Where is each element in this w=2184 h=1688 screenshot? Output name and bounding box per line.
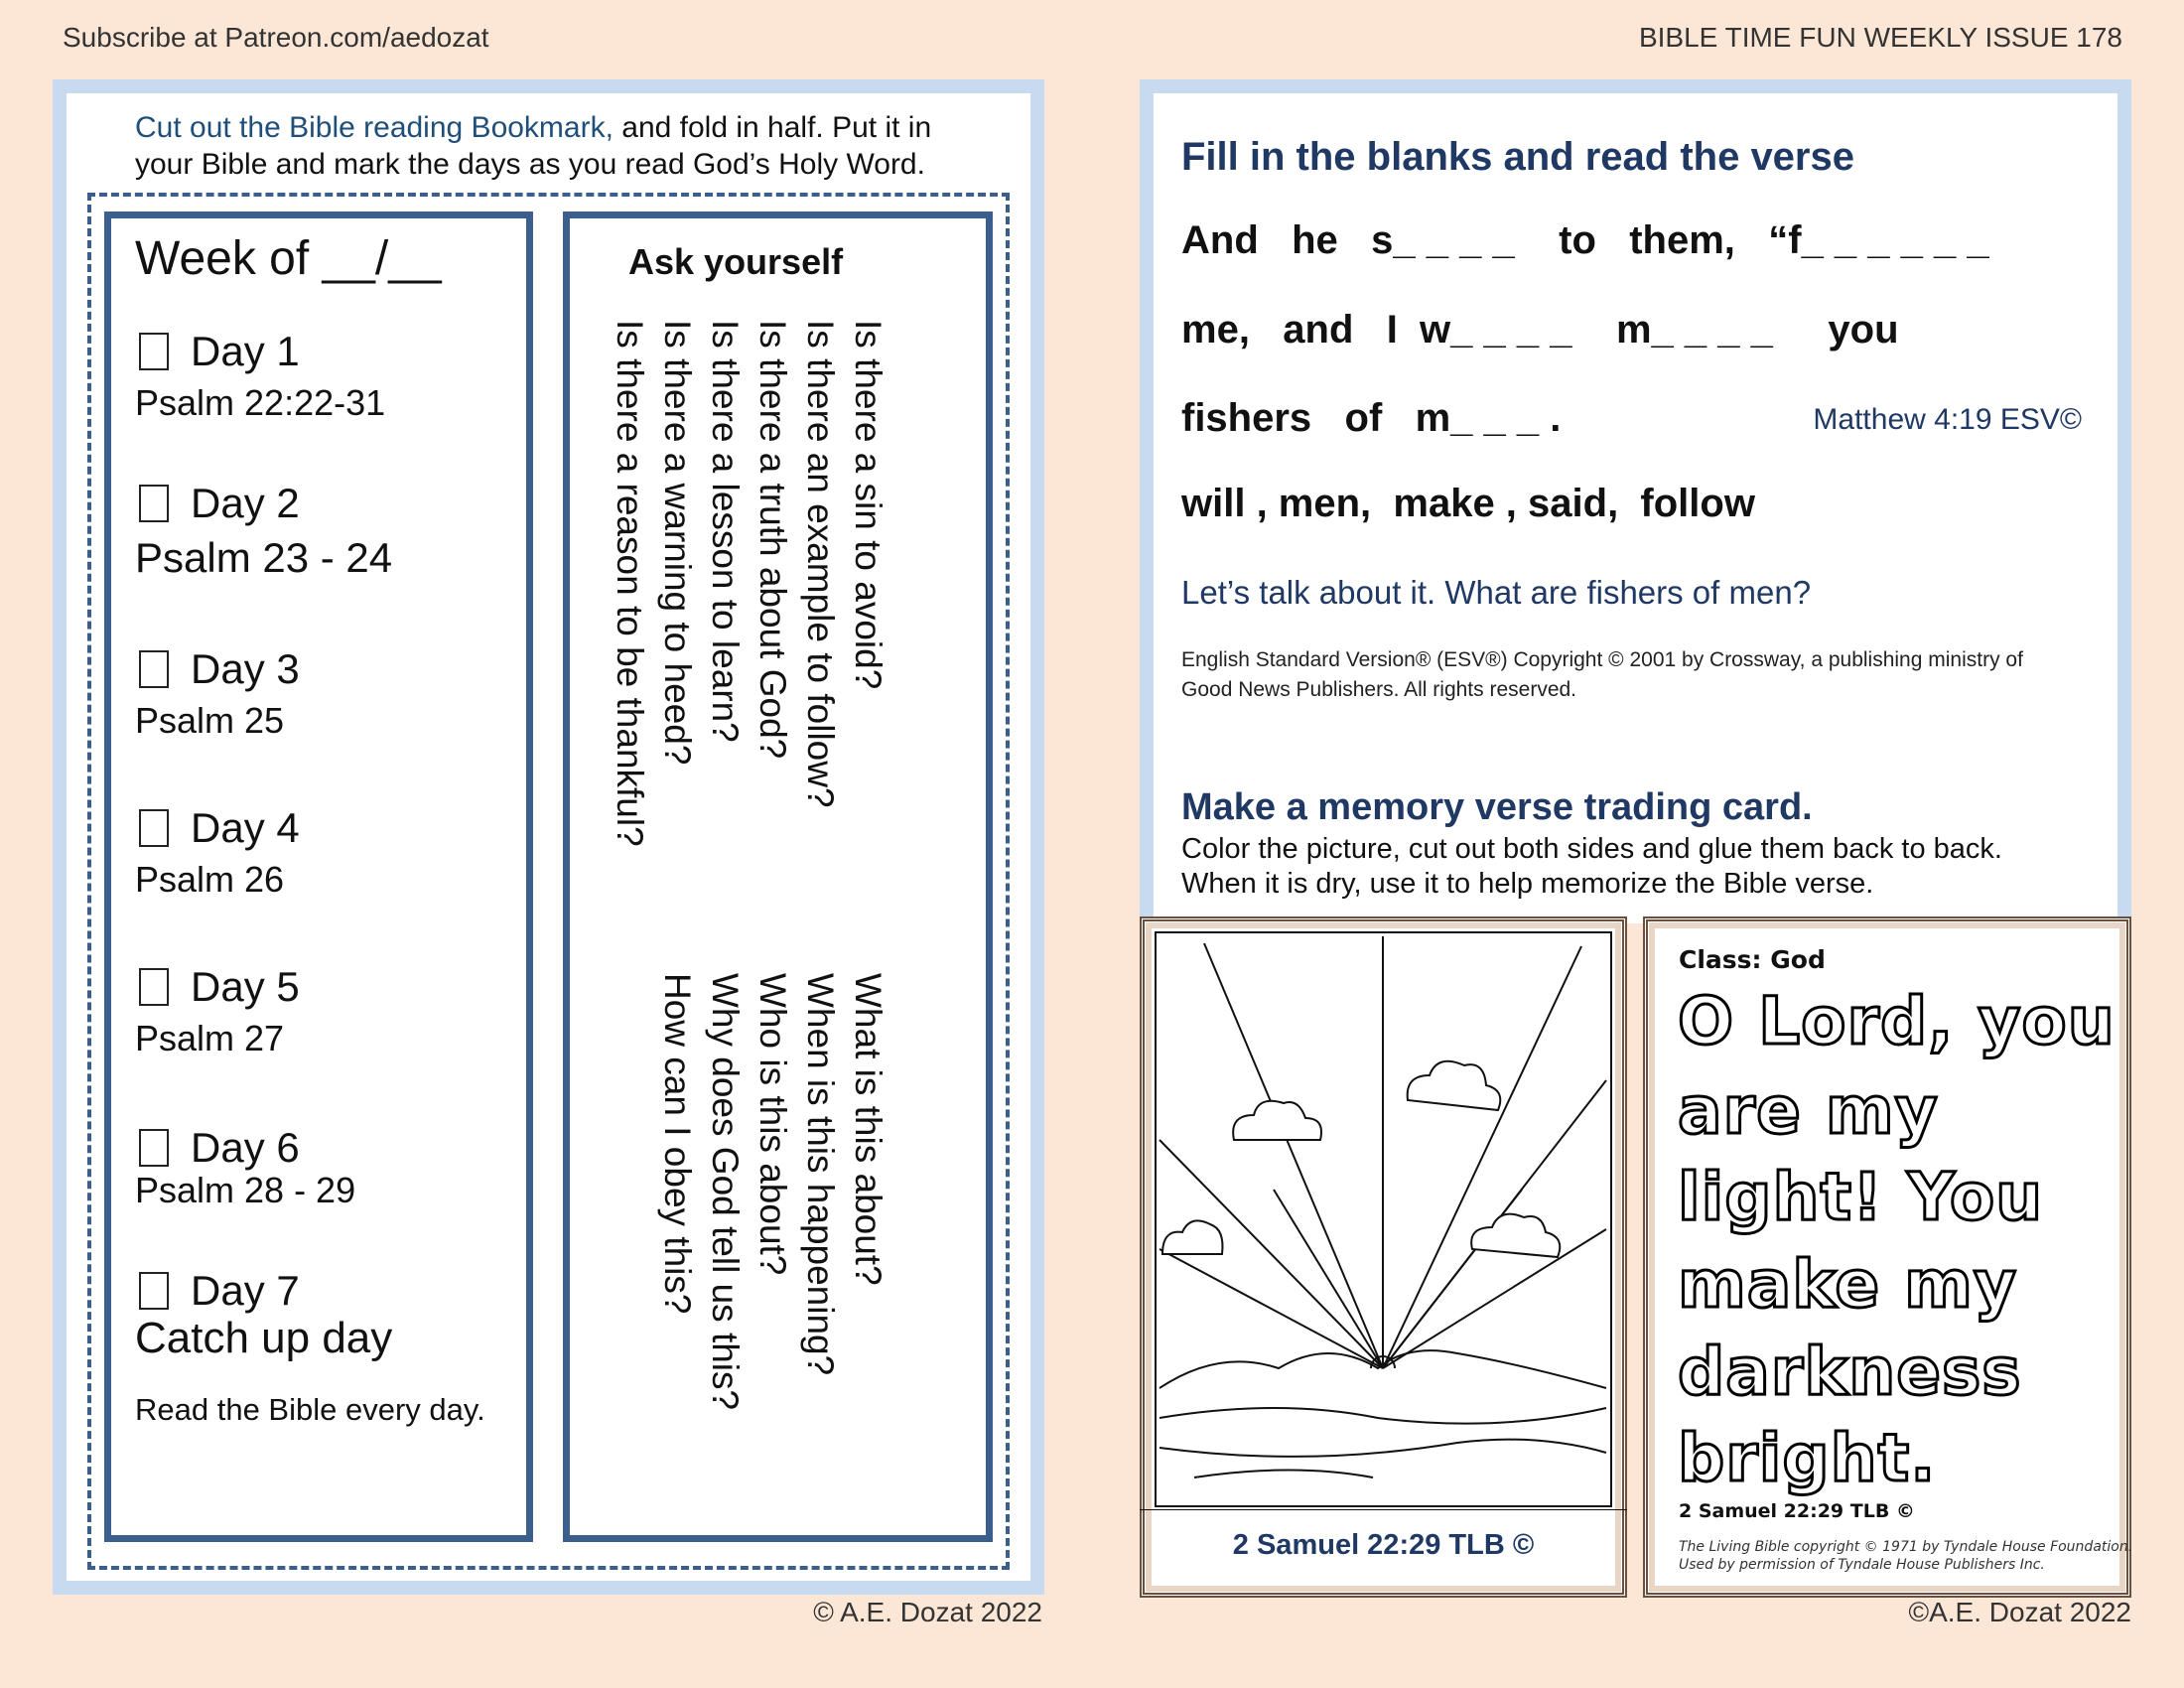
question: Is there a lesson to learn? [705, 320, 746, 743]
checkbox[interactable] [139, 968, 169, 1006]
checkbox[interactable] [139, 650, 169, 688]
questions-set-2 [653, 973, 891, 1410]
day-4[interactable] [139, 804, 300, 852]
day-label: Day 5 [191, 963, 300, 1010]
question: Why does God tell us this? [705, 973, 746, 1411]
day-6[interactable] [139, 1124, 300, 1172]
verse-line-2: me, and I w_ _ _ _ m_ _ _ _ you [1181, 308, 1899, 352]
card-verse-line: make my [1678, 1246, 2017, 1323]
discussion-prompt: Let’s talk about it. What are fishers of men? [1181, 574, 1812, 611]
issue-title: BIBLE TIME FUN WEEKLY ISSUE 178 [1638, 22, 2122, 53]
trading-card-instructions [1181, 832, 2002, 902]
question: What is this about? [848, 973, 888, 1286]
reading-6: Psalm 28 - 29 [135, 1170, 356, 1210]
question: Who is this about? [752, 973, 793, 1276]
question: Is there a truth about God? [752, 320, 793, 760]
day-label: Day 6 [191, 1124, 300, 1171]
bookmark-instructions [135, 109, 931, 183]
copyright-line: The Living Bible copyright © 1971 by Tyndale House Foundation. [1679, 1539, 2133, 1555]
picture-divider [1140, 1509, 1627, 1510]
reading-5: Psalm 27 [135, 1018, 285, 1058]
reading-7: Catch up day [135, 1314, 393, 1362]
copyright-line: Good News Publishers. All rights reserved. [1181, 678, 1577, 701]
intro-line-2: your Bible and mark the days as you read God’s Holy Word. [135, 148, 925, 181]
intro-rest: and fold in half. Put it in [613, 111, 932, 144]
day-label: Day 2 [191, 480, 300, 526]
card-verse-line: darkness [1678, 1334, 2022, 1410]
day-5[interactable] [139, 963, 300, 1011]
trading-card-title: Make a memory verse trading card. [1181, 786, 1813, 828]
card-verse-line: bright. [1678, 1420, 1937, 1496]
question: Is there a reason to be thankful? [610, 320, 650, 847]
day-1[interactable] [139, 328, 300, 375]
card-verse-line: are my [1678, 1072, 1939, 1149]
checkbox[interactable] [139, 333, 169, 370]
word-bank: will , men, make , said, follow [1181, 482, 1755, 525]
day-label: Day 1 [191, 328, 300, 374]
verse-reference: Matthew 4:19 ESV© [1813, 403, 2082, 436]
fill-title: Fill in the blanks and read the verse [1181, 135, 1854, 179]
question: Is there a sin to avoid? [848, 320, 888, 690]
checkbox[interactable] [139, 485, 169, 522]
reading-2: Psalm 23 - 24 [135, 534, 393, 581]
day-7[interactable] [139, 1267, 300, 1315]
copyright-left: © A.E. Dozat 2022 [813, 1597, 1042, 1627]
verse-line-1: And he s_ _ _ _ to them, “f_ _ _ _ _ _ [1181, 218, 1989, 262]
card-reference: 2 Samuel 22:29 TLB © [1679, 1500, 1915, 1522]
day-2[interactable] [139, 480, 300, 527]
picture-caption: 2 Samuel 22:29 TLB © [1232, 1529, 1535, 1561]
instruction-line: Color the picture, cut out both sides and glue them back to back. [1181, 833, 2002, 865]
verse-line-3: fishers of m_ _ _ . [1181, 396, 1562, 440]
reading-4: Psalm 26 [135, 859, 285, 900]
checkbox[interactable] [139, 809, 169, 847]
question: Is there a warning to heed? [657, 320, 698, 766]
card-verse-line: O Lord, you [1678, 983, 2116, 1059]
intro-highlight: Cut out the Bible reading Bookmark, [135, 111, 614, 144]
sunrise-coloring-picture [1155, 931, 1612, 1507]
checkbox[interactable] [139, 1272, 169, 1310]
esv-copyright [1181, 645, 2023, 705]
copyright-line: English Standard Version® (ESV®) Copyright © 2001 by Crossway, a publishing ministry of [1181, 648, 2023, 671]
bookmark-footer: Read the Bible every day. [135, 1392, 485, 1427]
day-label: Day 3 [191, 645, 300, 692]
card-verse-line: light! You [1678, 1159, 2044, 1235]
copyright-line: Used by permission of Tyndale House Publishers Inc. [1679, 1557, 2045, 1573]
questions-set-1 [606, 320, 891, 847]
day-label: Day 7 [191, 1267, 300, 1314]
day-3[interactable] [139, 645, 300, 693]
reading-3: Psalm 25 [135, 700, 285, 741]
subscribe-link[interactable]: Subscribe at Patreon.com/aedozat [63, 22, 489, 53]
copyright-right: ©A.E. Dozat 2022 [1908, 1597, 2131, 1627]
question: When is this happening? [800, 973, 841, 1376]
checkbox[interactable] [139, 1129, 169, 1167]
question: How can I obey this? [657, 973, 698, 1315]
day-label: Day 4 [191, 804, 300, 851]
reading-1: Psalm 22:22-31 [135, 382, 386, 423]
week-of-label: Week of __/__ [135, 232, 442, 285]
tlb-copyright [1679, 1538, 2132, 1574]
ask-yourself-title: Ask yourself [628, 241, 844, 282]
instruction-line: When it is dry, use it to help memorize the Bible verse. [1181, 868, 1874, 900]
question: Is there an example to follow? [800, 320, 841, 808]
card-class: Class: God [1679, 945, 1826, 974]
